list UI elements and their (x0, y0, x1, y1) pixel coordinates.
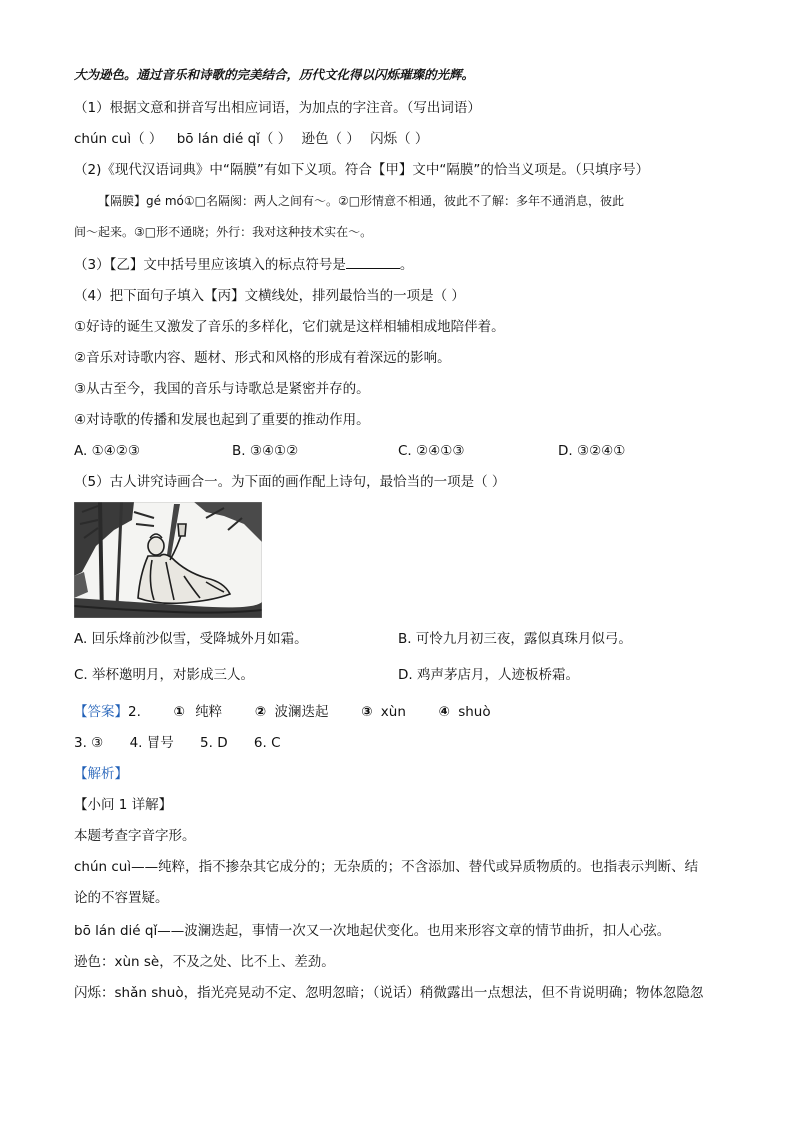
q4-sentence-4: ④对诗歌的传播和发展也起到了重要的推动作用。 (74, 412, 370, 428)
q4-sentence-1: ①好诗的诞生又激发了音乐的多样化，它们就是这样相辅相成地陪伴着。 (74, 319, 505, 335)
q5-option-d: D. 鸡声茅店月，人迹板桥霜。 (398, 667, 579, 683)
q4-prompt: （4）把下面句子填入【丙】文横线处，排列最恰当的一项是（ ） (74, 288, 465, 304)
q1-items-row (74, 130, 428, 148)
answer-item-2-number: ② (254, 704, 267, 720)
answer-others-row (74, 734, 281, 752)
q1-prompt: （1）根据文意和拼音写出相应词语，为加点的字注音。（写出词语） (74, 100, 481, 116)
poet-drinking-painting (74, 502, 262, 618)
q4-sentence-3: ③从古至今，我国的音乐与诗歌总是紧密并存的。 (74, 381, 370, 397)
answer-item-1-text: 纯粹 (195, 704, 223, 720)
analysis-line-2: chún cuì——纯粹，指不掺杂其它成分的；无杂质的；不含添加、替代或异质物质的。也指表示判断、结 (74, 859, 699, 875)
q5-prompt: （5）古人讲究诗画合一。为下面的画作配上诗句，最恰当的一项是（ ） (74, 474, 506, 490)
analysis-line-1: 本题考查字音字形。 (74, 828, 196, 844)
analysis-line-5: 逊色：xùn sè，不及之处、比不上、差劲。 (74, 954, 335, 970)
analysis-line-6: 闪烁：shǎn shuò，指光亮晃动不定、忽明忽暗；（说话）稍微露出一点想法，但不肯说明确；物体忽隐忽 (74, 985, 704, 1001)
q5-option-a: A. 回乐烽前沙似雪，受降城外月如霜。 (74, 631, 308, 647)
answer-row (74, 703, 491, 721)
q1-item-pinyin-bolan: bō lán dié qǐ（ ） (176, 131, 292, 147)
q4-option-c: C. ②④①③ (398, 443, 465, 459)
answer-item-3-text: xùn (380, 704, 406, 720)
q3-prompt (74, 256, 413, 274)
q4-option-d: D. ③②④① (558, 443, 626, 459)
analysis-label: 【解析】 (74, 766, 128, 782)
answer-item-3-number: ③ (361, 704, 373, 720)
answer-q5: 5. D (200, 735, 228, 751)
q1-item-xunse: 逊色（ ） (301, 131, 360, 147)
q5-option-b: B. 可怜九月初三夜，露似真珠月似弓。 (398, 631, 632, 647)
q3-prompt-end: 。 (399, 257, 414, 273)
q5-option-c: C. 举杯邀明月，对影成三人。 (74, 667, 255, 683)
q3-prompt-text: （3）【乙】文中括号里应该填入的标点符号是 (74, 257, 346, 273)
q4-option-b: B. ③④①② (232, 443, 299, 459)
q1-item-shanshuo: 闪烁（ ） (370, 131, 429, 147)
q2-dictionary-entry-line1: 【隔膜】gé mó①□名隔阂：两人之间有～。②□形情意不相通，彼此不了解：多年不通消息，彼此 (98, 194, 625, 208)
q4-sentence-2: ②音乐对诗歌内容、题材、形式和风格的形成有着深远的影响。 (74, 350, 451, 366)
answer-q3: 3. ③ (74, 735, 104, 751)
q2-dictionary-entry-line2: 间～起来。③□形不通晓；外行：我对这种技术实在～。 (74, 225, 373, 239)
answer-first-number: 2. (128, 704, 141, 720)
answer-item-1-number: ① (173, 704, 185, 720)
answer-q4: 4. 冒号 (129, 735, 174, 751)
answer-q6: 6. C (253, 735, 281, 751)
q4-option-a: A. ①④②③ (74, 443, 140, 459)
q3-answer-blank (346, 256, 400, 269)
answer-label: 【答案】 (74, 704, 128, 720)
analysis-sub-label: 【小问 1 详解】 (74, 797, 173, 813)
analysis-line-4: bō lán dié qǐ——波澜迭起，事情一次又一次地起伏变化。也用来形容文章的情节曲折，扣人心弦。 (74, 923, 671, 939)
answer-item-4-number: ④ (438, 704, 450, 720)
answer-item-4-text: shuò (458, 704, 491, 720)
intro-line: 大为逊色。通过音乐和诗歌的完美结合，历代文化得以闪烁璀璨的光辉。 (74, 67, 475, 82)
answer-item-2-text: 波澜迭起 (274, 704, 329, 720)
analysis-line-3: 论的不容置疑。 (74, 890, 169, 906)
q1-item-pinyin-chuncui: chún cuì（ ） (74, 131, 163, 147)
q2-prompt: （2)《现代汉语词典》中“隔膜”有如下义项。符合【甲】文中“隔膜”的恰当义项是。（只填序号） (74, 162, 650, 178)
